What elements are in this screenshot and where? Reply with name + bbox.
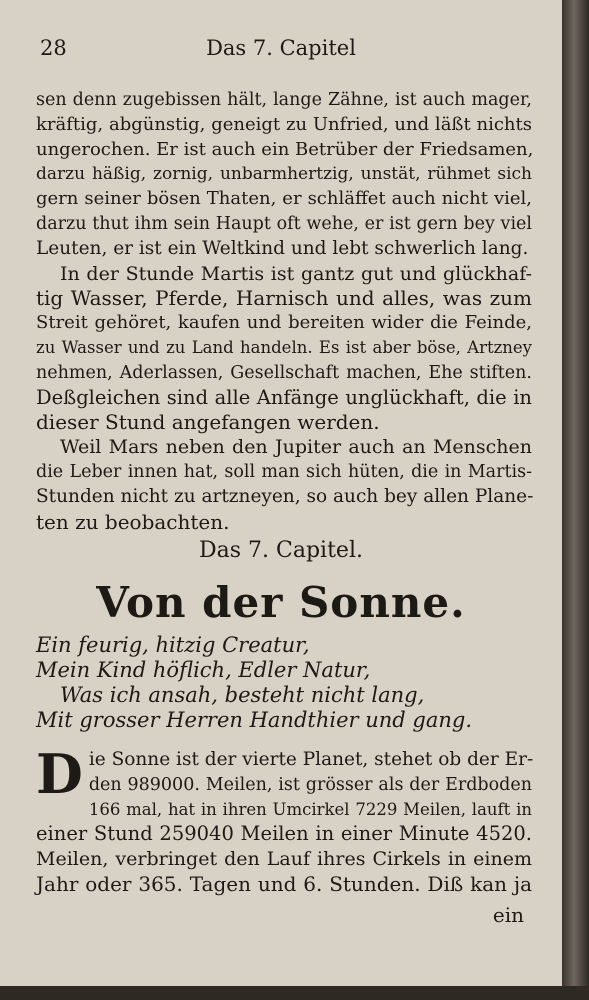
text-line: Stunden nicht zu artzneyen, so auch bey allen Plane- (36, 485, 534, 507)
text-line: tig Wasser, Pferde, Harnisch und alles, was zum (36, 286, 532, 311)
chapter-label: Das 7. Capitel. (199, 538, 363, 563)
text-line: darzu thut ihm sein Haupt oft wehe, er ist gern bey viel (36, 213, 532, 234)
paragraph-sun (36, 742, 534, 897)
text-line: In der Stunde Martis ist gantz gut und glückhaf- (60, 262, 532, 285)
text-line: ten zu beobachten. (36, 509, 230, 534)
text-line: gern seiner bösen Thaten, er schläffet auch nicht viel, (36, 188, 532, 210)
verse-line: Ein feurig, hitzig Creatur, (36, 633, 310, 657)
text-line: Deßgleichen sind alle Anfänge unglückhaft, die in (36, 385, 532, 409)
text-line: den 989000. Meilen, ist grösser als der Erdboden (88, 774, 532, 795)
text-line: sen denn zugebissen hält, lange Zähne, ist auch mager, (36, 90, 532, 110)
text-line: ie Sonne ist der vierte Planet, stehet ob der Er- (88, 749, 534, 770)
text-line: zu Wasser und zu Land handeln. Es ist aber böse, Artzney (36, 337, 532, 357)
text-line: Jahr oder 365. Tagen und 6. Stunden. Diß kan ja (36, 871, 532, 896)
text-line: Meilen, verbringet den Lauf ihres Cirkels in einem (36, 848, 532, 871)
catchword: ein (492, 903, 524, 927)
text-line: ungerochen. Er ist auch ein Betrüber der Friedsamen, (36, 138, 534, 160)
text-line: einer Stund 259040 Meilen in einer Minute 4520. (36, 822, 532, 846)
text-line: Weil Mars neben den Jupiter auch an Menschen (60, 436, 532, 459)
chapter-title: Von der Sonne. (96, 578, 466, 627)
running-head: Das 7. Capitel (206, 36, 356, 60)
text-line: 166 mal, hat in ihren Umcirkel 7229 Meilen, lauft in (88, 799, 532, 819)
drop-cap: D (36, 742, 83, 806)
paragraph-mars-traits (36, 88, 532, 534)
text-line: kräftig, abgünstig, geneigt zu Unfried, und läßt nichts (36, 113, 532, 135)
verse (36, 633, 536, 733)
page-edge-shadow (0, 986, 589, 1000)
verse-line: Mein Kind höflich, Edler Natur, (36, 658, 371, 682)
text-line: Leuten, er ist ein Weltkind und lebt schwerlich lang. (36, 237, 529, 259)
page-header (38, 36, 524, 64)
text-line: dieser Stund angefangen werden. (36, 410, 380, 435)
text-line: nehmen, Aderlassen, Gesellschaft machen, Ehe stiften. (36, 362, 532, 383)
text-line: darzu häßig, zornig, unbarmhertzig, unstät, rühmet sich (36, 164, 532, 185)
page-number: 28 (40, 36, 67, 60)
text-line: Streit gehöret, kaufen und bereiten wider die Feinde, (36, 312, 532, 334)
verse-line: Was ich ansah, besteht nicht lang, (60, 683, 425, 707)
verse-line: Mit grosser Herren Handthier und gang. (36, 708, 472, 732)
book-spine (562, 0, 589, 1000)
text-line: die Leber innen hat, soll man sich hüten, die in Martis- (36, 461, 532, 482)
